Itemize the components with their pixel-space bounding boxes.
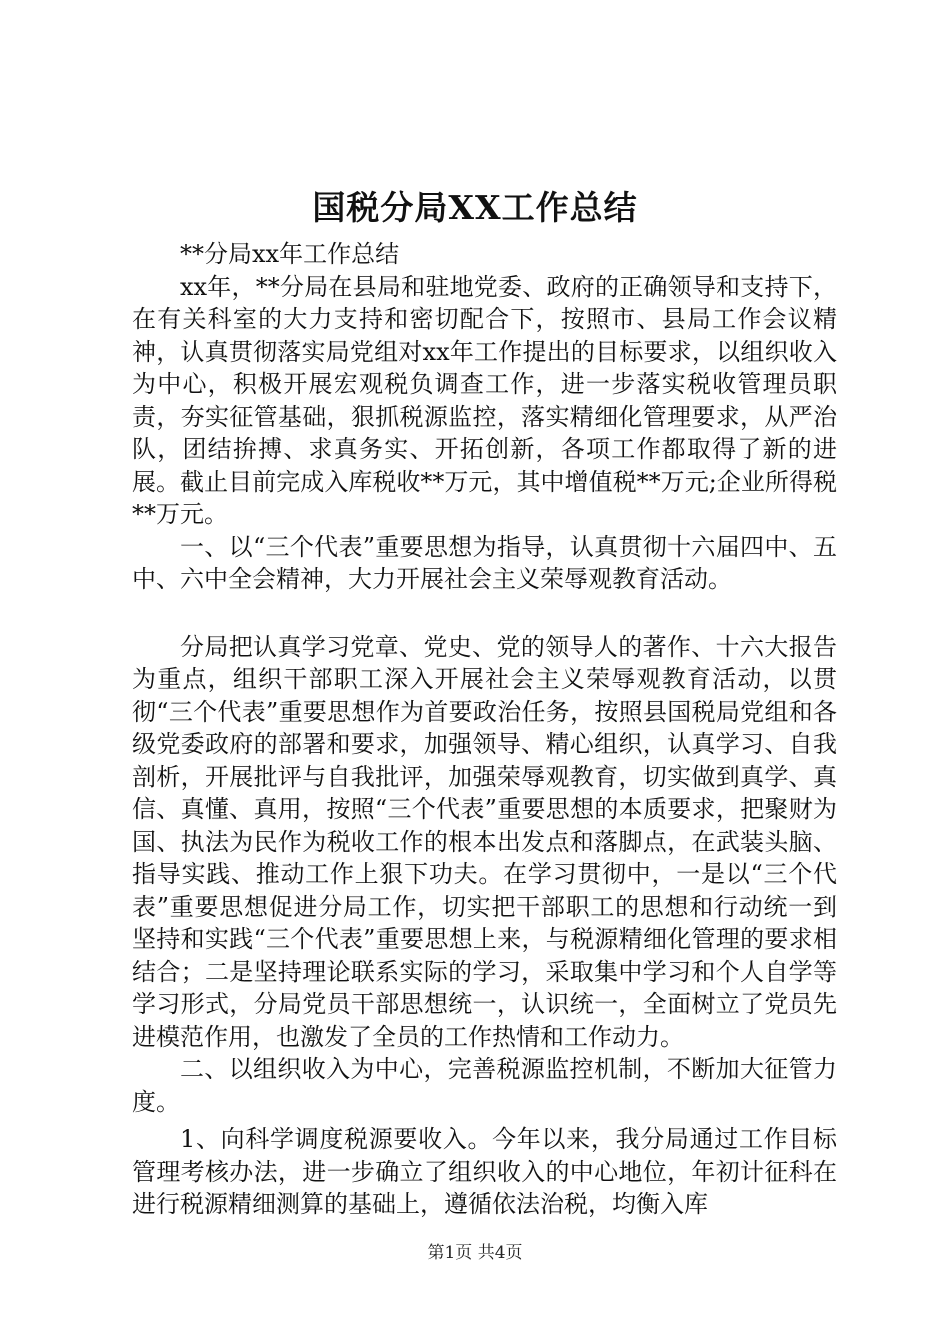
paragraph-section-1: 分局把认真学习党章、党史、党的领导人的著作、十六大报告为重点，组织干部职工深入开展社会主义荣辱观教育活动，以贯彻“三个代表”重要思想作为首要政治任务，按照县国税局党组和各级党委政府的部署和要求，加强领导、精心组织，认真学习、自我剖析，开展批评与自我批评，加强荣辱观教育，切实做到真学、真信、真懂、真用，按照“三个代表”重要思想的本质要求，把聚财为国、执法为民作为税收工作的根本出发点和落脚点，在武装头脑、指导实践、推动工作上狠下功夫。在学习贯彻中，一是以“三个代表”重要思想促进分局工作，切实把干部职工的思想和行动统一到坚持和实践“三个代表”重要思想上来，与税源精细化管理的要求相结合；二是坚持理论联系实际的学习，采取集中学习和个人自学等学习形式，分局党员干部思想统一，认识统一，全面树立了党员先进模范作用，也激发了全员的工作热情和工作动力。 [132,632,837,1051]
section-heading-2: 二、以组织收入为中心，完善税源监控机制，不断加大征管力度。 [132,1055,837,1116]
paragraph-subtitle: **分局xx年工作总结 [180,240,400,268]
paragraph-item-1: 1、向科学调度税源要收入。今年以来，我分局通过工作目标管理考核办法，进一步确立了组织收入的中心地位，年初计征科在进行税源精细测算的基础上，遵循依法治税，均衡入库 [132,1125,837,1218]
paragraph-intro: xx年，**分局在县局和驻地党委、政府的正确领导和支持下，在有关科室的大力支持和密切配合下，按照市、县局工作会议精神，认真贯彻落实局党组对xx年工作提出的目标要求，以组织收入为中心，积极开展宏观税负调查工作，进一步落实税收管理员职责，夯实征管基础，狠抓税源监控，落实精细化管理要求，从严治队，团结拚搏、求真务实、开拓创新，各项工作都取得了新的进展。截止目前完成入库税收**万元，其中增值税**万元;企业所得税**万元。 [132,272,837,528]
page-number: 第1页 共4页 [427,1243,523,1263]
document-title: 国税分局XX工作总结 [312,188,638,227]
section-heading-1: 一、以“三个代表”重要思想为指导，认真贯彻十六届四中、五中、六中全会精神，大力开展社会主义荣辱观教育活动。 [132,532,837,593]
document-body [132,238,837,1221]
